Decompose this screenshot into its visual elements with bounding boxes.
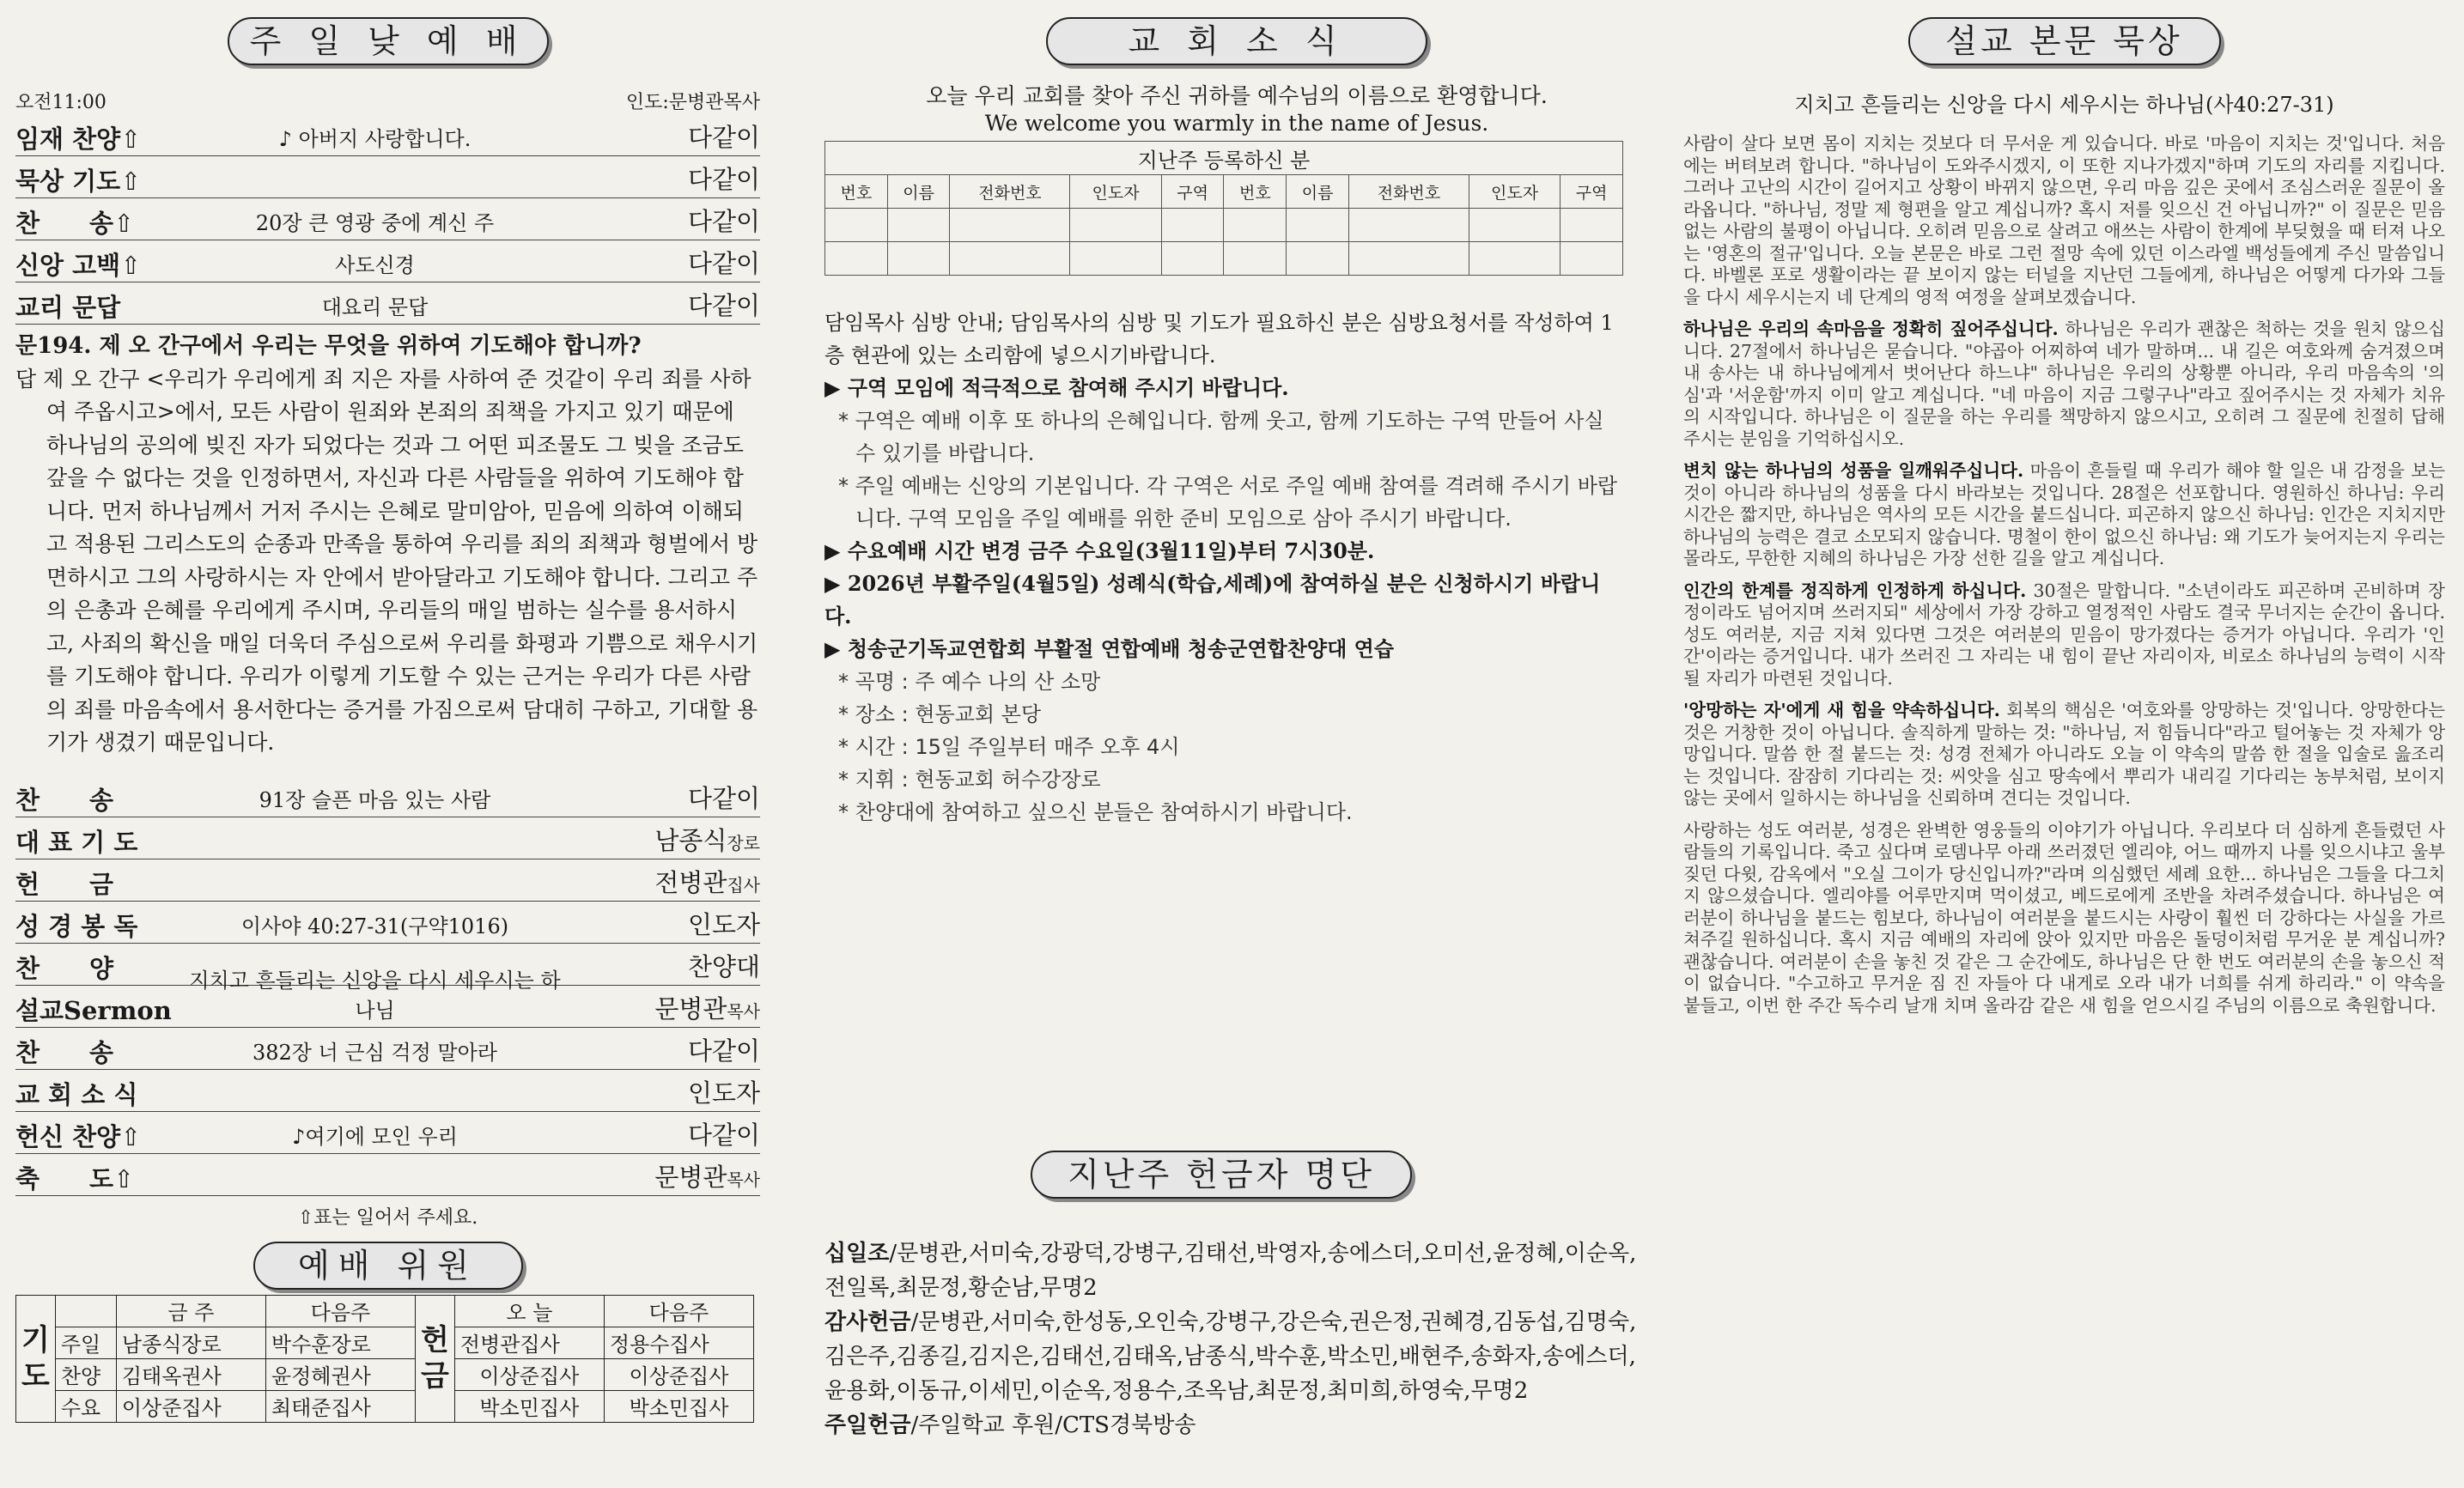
service-item [15,902,760,944]
service-item [15,198,760,240]
person-name: 다같이 [687,1036,760,1066]
person-name: 문병관 [654,1162,727,1192]
head-today: 오 늘 [454,1295,604,1327]
meditation-column [1666,0,2464,1488]
service-item-label: 찬 송⇧ [15,209,135,238]
meditation-p3: 변치 않는 하나님의 성품을 일깨워주십니다. 마음이 흔들릴 때 우리가 해야 할 일은 내 감정을 보는 것이 아니라 하나님의 성품을 다시 바라보는 것입니다. 28절은 선포합니다. 영원하신 하나님: 우리 시간은 짧지만, 하나님은 역사의 모든 시간을 붙드십니다. 피곤하지 않으신 하나님: 인간은 지치지만 하나님의 능력은 결코 소모되지 않습니다. 명철이 한이 없으신 하나님: 왜 기도가 늦어지는지 우리는 몰라도, 무한한 지혜의 하나님은 가장 선한 길을 알고 계십니다. [1683,460,2445,568]
service-item-detail: 대요리 문답 [321,295,429,319]
service-item-label: 설교Sermon [15,995,172,1025]
prayer-side-label: 기도 [16,1295,56,1422]
choir-sub-3: * 시간 : 15일 주일부터 매주 오후 4시 [838,735,1180,759]
meditation-p6: 사랑하는 성도 여러분, 성경은 완벽한 영웅들의 이야기가 아닙니다. 우리보다 더 심하게 흔들렸던 사람들의 기록입니다. 죽고 싶다며 로뎀나무 아래 쓰러졌던 엘리야, 어느 때까지 나를 잊으시냐고 울부짖던 다윗, 감옥에서 "오실 그이가 당신입니까?"라며 의심했던 세례 요한... 하나님은 그들을 다그치지 않으셨습니다. 엘리야를 어루만지며 먹이셨고, 베드로에게 조반을 차려주셨습니다. 하나님은 여러분이 하나님을 붙드는 힘보다, 하나님이 여러분을 붙드시는 사랑이 훨씬 더 강하다는 사실을 가르쳐주길 원하십니다. 혹시 지금 예배의 자리에 앉아 있지만 마음은 돌덩이처럼 무거운 분 계십니까? 괜찮습니다. 여러분이 손을 놓친 것 같은 그 순간에도, 하나님은 단 한 번도 여러분의 손을 놓으신 적이 없습니다. "수고하고 무거운 짐 진 자들아 다 내게로 오라 내가 너희를 쉬게 하리라." 이 약속을 붙들고, 이번 한 주간 독수리 날개 치며 올라감 같은 새 힘을 얻으시길 주님의 이름으로 축원합니다. [1683,819,2445,1016]
person-title: 장로 [727,832,760,853]
service-item [15,240,760,282]
choir-sub-4: * 지휘 : 현동교회 허수강장로 [838,768,1101,792]
worship-header [15,88,760,114]
choir-sub-5: * 찬양대에 참여하고 싶으신 분들은 참여하시기 바랍니다. [838,800,1353,824]
service-item-detail: 382장 너 근심 걱정 말아라 [252,1040,497,1065]
person-name: 남종식 [654,825,727,855]
person-name: 문병관 [654,993,727,1023]
person-title: 목사 [727,1169,760,1190]
service-item-person [563,1032,760,1069]
service-item [15,1070,760,1112]
service-item-person [563,118,760,155]
thanks-line: 감사헌금/문병관,서미숙,한성동,오인숙,강병구,강은숙,권은정,권혜경,김동섭,김명숙,김은주,김종길,김지은,김태선,김태옥,남종식,박수훈,박소민,배현주,송화자,송에스더,윤용화,이동규,이세민,이순옥,정용수,조옥남,최문정,최미희,하영숙,무명2 [824,1309,1637,1404]
person-name: 다같이 [687,783,760,813]
meditation-body [1683,133,2445,1017]
registration-header-row [825,175,1623,209]
service-item-person [563,245,760,282]
order-of-service-bottom [15,775,760,1196]
registration-header: 번호 [1224,175,1287,209]
head-this-week: 금 주 [116,1295,265,1327]
committee-row: 주일 남종식장로 박수훈장로 전병관집사 정용수집사 [16,1327,754,1358]
group-sub-2: * 주일 예배는 신앙의 기본입니다. 각 구역은 서로 주일 예배 참여를 격려해 주시기 바랍니다. 구역 모임을 주일 예배를 위한 준비 모임으로 삼아 주시기 바랍니다. [838,474,1618,531]
service-item-detail: 지치고 흔들리는 신앙을 다시 세우시는 하나님 [189,968,561,1023]
person-title: 목사 [727,1000,760,1022]
registration-header: 인도자 [1070,175,1161,209]
service-item-detail [187,1108,563,1111]
head-next-week-2: 다음주 [604,1295,753,1327]
givers-list [824,1236,1649,1442]
news-list [824,307,1649,829]
service-item-detail [187,855,563,859]
givers-title: 지난주 헌금자 명단 [1031,1151,1412,1199]
worship-leader: 인도:문병관목사 [625,92,760,113]
person-name: 인도자 [687,909,760,939]
service-item-label: 교리 문답 [15,293,121,322]
meditation-title: 설교 본문 묵상 [1908,17,2221,65]
service-item-person [563,990,760,1027]
service-item-label: 찬 송 [15,785,114,815]
service-item-label: 대 표 기 도 [15,827,138,857]
service-item-person [563,780,760,817]
worship-time: 오전11:00 [15,92,106,113]
service-item [15,156,760,198]
registration-header: 전화번호 [1348,175,1469,209]
service-item [15,1112,760,1154]
service-item-detail [187,194,563,197]
service-item-person [563,1158,760,1195]
group-sub-1: * 구역은 예배 이후 또 하나의 은혜입니다. 함께 웃고, 함께 기도하는 구역 만들어 사실 수 있기를 바랍니다. [838,409,1604,465]
registration-title: 지난주 등록하신 분 [825,142,1623,175]
person-name: 다같이 [687,207,760,236]
service-item-label: 헌 금 [15,869,114,899]
registration-header: 인도자 [1469,175,1560,209]
choir-sub-1: * 곡명 : 주 예수 나의 산 소망 [838,670,1101,694]
service-item [15,1028,760,1070]
welcome [824,82,1649,137]
registration-header: 이름 [887,175,950,209]
registration-header: 번호 [825,175,888,209]
meditation-p5: '앙망하는 자'에게 새 힘을 약속하십니다. 회복의 핵심은 '여호와를 앙망하는 것'입니다. 앙망한다는 것은 거창한 것이 아닙니다. 솔직하게 말하는 것: "하나님, 저 힘듭니다"라고 털어놓는 것 자체가 앙망입니다. 말씀 한 절 붙드는 것: 성경 전체가 아니라도 오늘 이 약속의 말씀 한 절을 입술로 읊조리는 것입니다. 잠잠히 기다리는 것: 씨앗을 심고 땅속에서 뿌리가 내리길 기다리는 농부처럼, 보이지 않는 곳에서 일하시는 하나님을 신뢰하며 견디는 것입니다. [1683,700,2445,808]
committee-row: 수요 이상준집사 최태준집사 박소민집사 박소민집사 [16,1390,754,1422]
service-item [15,817,760,859]
service-item-label: 헌신 찬양⇧ [15,1121,142,1151]
service-item-label: 교 회 소 식 [15,1079,138,1109]
service-item-label: 성 경 봉 독 [15,911,138,941]
service-item-label: 축 도⇧ [15,1163,135,1193]
committee-table [15,1295,754,1423]
meditation-p2: 하나님은 우리의 속마음을 정확히 짚어주십니다. 하나님은 우리가 괜찮은 척하는 것을 원치 않으십니다. 27절에서 하나님은 묻습니다. "야곱아 어찌하여 네가 말하며... 내 길은 여호와께 숨겨졌으며 내 송사는 내 하나님에게서 벗어난다 하느냐" 하나님은 우리의 상황뿐 아니라, 우리 마음속의 '의심'과 '서운함'까지 이미 알고 계십니다. "네 마음이 지금 그렇구나"라고 짚어주시는 것 자체가 치유의 시작입니다. 하나님은 이 질문을 하는 우리를 책망하지 않으시고, 오히려 그 질문에 친절히 답해주시는 분임을 기억하십시오. [1683,319,2445,449]
standing-note: ⇧표는 일어서 주세요. [297,1206,478,1229]
service-item-detail: ♪여기에 모인 우리 [292,1124,458,1149]
offering-side-label: 헌금 [415,1295,454,1422]
meditation-p4: 인간의 한계를 정직하게 인정하게 하십니다. 30절은 말합니다. "소년이라도 피곤하며 곤비하며 장정이라도 넘어지며 쓰러지되" 세상에서 가장 강하고 열정적인 사람도 결국 무너지는 순간이 옵니다. 성도 여러분, 지금 지쳐 있다면 그것은 여러분의 믿음이 망가졌다는 증거가 아닙니다. 우리가 '인간'이라는 증거입니다. 내가 쓰러진 그 자리는 내 힘이 끝난 자리이자, 비로소 하나님의 능력이 시작될 자리가 마련된 것입니다. [1683,580,2445,689]
catechism-question: 문194. 제 오 간구에서 우리는 무엇을 위하여 기도해야 합니까? [15,333,642,359]
person-name: 찬양대 [687,951,760,981]
service-item-label: 신앙 고백⇧ [15,251,142,280]
service-item-detail: 91장 슬픈 마음 있는 사람 [259,787,491,812]
meditation-p1: 사람이 살다 보면 몸이 지치는 것보다 더 무서운 게 있습니다. 바로 '마음이 지치는 것'입니다. 처음에는 버텨보려 합니다. "하나님이 도와주시겠지, 이 또한 지나가겠지"하며 기도의 자리를 지킵니다. 그러나 고난의 시간이 길어지고 상황이 바뀌지 않으면, 우리 마음 깊은 곳에서 조심스러운 질문이 올라옵니다. "하나님, 정말 제 형편을 알고 계십니까? 혹시 저를 잊으신 건 아닙니까?" 이 질문은 믿음 없는 사람의 불평이 아닙니다. 오히려 믿음으로 살려고 애쓰는 사람이 한계에 부딪혔을 때 터져 나오는 '영혼의 절규'입니다. 오늘 본문은 바로 그런 절망 속에 있던 이스라엘 백성들에게 주신 말씀입니다. 바벨론 포로 생활이라는 끝 보이지 않는 터널을 지난던 그들에게, 하나님은 어떻게 다가와 그들을 다시 세우시는지 네 단계의 영적 여정을 살펴보겠습니다. [1683,133,2445,307]
worship-column [0,0,777,1488]
committee-title: 예배 위원 [253,1242,523,1290]
service-item [15,1154,760,1196]
service-item-detail: ♪ 아버지 사랑합니다. [278,127,472,151]
easter-notice: ▶ 2026년 부활주일(4월5일) 성례식(학습,세례)에 참여하실 분은 신청하시기 바랍니다. [824,571,1601,629]
worship-title: 주 일 낮 예 배 [228,17,549,65]
person-name: 전병관 [654,867,727,897]
service-item-detail [187,1192,563,1195]
service-item-person [563,864,760,901]
visit-notice: 담임목사 심방 안내; 담임목사의 심방 및 기도가 필요하신 분은 심방요청서를 작성하여 1층 현관에 있는 소리함에 넣으시기바랍니다. [824,311,1614,367]
person-name: 다같이 [687,249,760,278]
welcome-en: We welcome you warmly in the name of Jesus. [984,111,1489,136]
service-item-person [563,203,760,240]
welcome-ko: 오늘 우리 교회를 찾아 주신 귀하를 예수님의 이름으로 환영합니다. [926,83,1548,108]
service-item [15,114,760,156]
service-item-person [563,822,760,859]
person-name: 다같이 [687,165,760,194]
service-item-person [563,287,760,324]
service-item-person [563,906,760,943]
service-item-label: 찬 송 [15,1037,114,1067]
committee-row: 찬양 김태옥권사 윤정혜권사 이상준집사 이상준집사 [16,1358,754,1390]
service-item-person [563,1074,760,1111]
choir-sub-2: * 장소 : 현동교회 본당 [838,702,1042,726]
service-item-detail: 20장 큰 영광 중에 계신 주 [255,211,495,235]
person-name: 인도자 [687,1078,760,1108]
service-item [15,775,760,817]
registration-header: 구역 [1161,175,1224,209]
person-name: 다같이 [687,291,760,320]
catechism [15,330,760,760]
service-item-person [563,948,760,985]
service-item-detail: 이사야 40:27-31(구약1016) [240,914,509,938]
service-item-label: 찬 양 [15,953,114,983]
service-item-detail: 사도신경 [335,253,415,277]
service-item [15,282,760,325]
tithe-line: 십일조/문병관,서미숙,강광덕,강병구,김태선,박영자,송에스더,오미선,윤정혜,이순옥,전일록,최문정,황순남,무명2 [824,1241,1637,1301]
choir-notice: ▶ 청송군기독교연합회 부활절 연합예배 청송군연합찬양대 연습 [824,636,1395,661]
service-item [15,859,760,902]
catechism-answer: 답 제 오 간구 <우리가 우리에게 죄 지은 자를 사하여 준 것같이 우리 죄를 사하여 주옵시고>에서, 모든 사람이 원죄와 본죄의 죄책을 가지고 있기 때문에 하나님의 공의에 빚진 자가 되었다는 것과 그 어떤 피조물도 그 빚을 조금도 갚을 수 없다는 것을 인정하면서, 자신과 다른 사람들을 위하여 기도해야 합니다. 먼저 하나님께서 거저 주시는 은혜로 말미암아, 믿음에 의하여 이해되고 적용된 그리스도의 순종과 만족을 통하여 우리를 죄의 죄책과 형벌에서 방면하시고 그의 사랑하시는 자 안에서 받아달라고 기도해야 합니다. 그리고 주의 은총과 은혜를 우리에게 주시며, 우리들의 매일 범하는 실수를 용서하시고, 사죄의 확신을 매일 더욱더 주심으로써 우리를 화평과 기쁨으로 채우시기를 기도해야 합니다. 우리가 이렇게 기도할 수 있는 근거는 우리가 다른 사람의 죄를 마음속에서 용서한다는 증거를 가짐으로써 담대히 구하고, 기대할 용기가 생겼기 때문입니다. [15,366,758,755]
service-item-detail [187,897,563,901]
service-item-person [563,161,760,197]
registration-header: 전화번호 [950,175,1070,209]
news-column [799,0,1658,1488]
person-name: 다같이 [687,123,760,152]
registration-table [824,141,1623,276]
wednesday-notice: ▶ 수요예배 시간 변경 금주 수요일(3월11일)부터 7시30분. [824,538,1375,563]
news-title: 교 회 소 식 [1046,17,1427,65]
person-name: 다같이 [687,1120,760,1150]
head-next-week: 다음주 [265,1295,415,1327]
service-item-person [563,1116,760,1153]
group-notice: ▶ 구역 모임에 적극적으로 참여해 주시기 바랍니다. [824,375,1289,400]
service-item-label: 묵상 기도⇧ [15,167,142,196]
person-title: 집사 [727,874,760,896]
order-of-service-top [15,114,760,325]
registration-header: 구역 [1561,175,1623,209]
meditation-subtitle: 지치고 흔들리는 신앙을 다시 세우시는 하나님(사40:27-31) [1794,93,2334,117]
service-item-label: 임재 찬양⇧ [15,125,142,154]
registration-header: 이름 [1287,175,1349,209]
sunday-line: 주일헌금/주일학교 후원/CTS경북방송 [824,1412,1196,1438]
